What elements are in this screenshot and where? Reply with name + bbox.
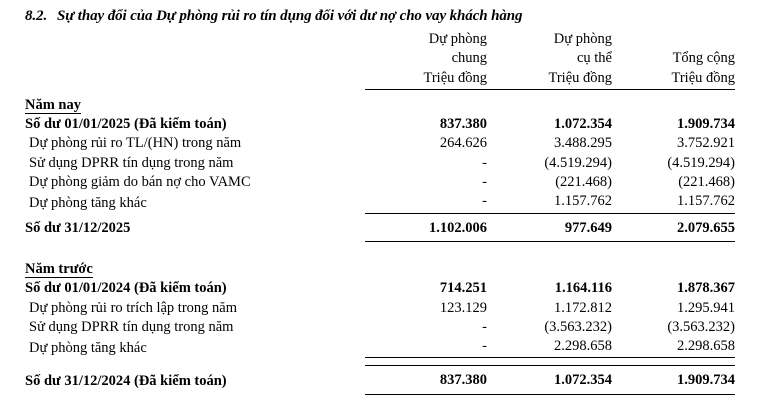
- row-value-total: 1.157.762: [612, 192, 735, 213]
- row-value-specific: (3.563.232): [544, 318, 612, 335]
- table-row: [25, 192, 735, 213]
- row-value-total: (3.563.232): [667, 318, 735, 335]
- table-row: [25, 337, 735, 358]
- group-blank-general: [365, 254, 487, 279]
- group-label-prior-year: Năm trước: [25, 260, 93, 277]
- table-row: [25, 134, 735, 153]
- row-value-general: -: [482, 318, 487, 335]
- table-row: [25, 115, 735, 134]
- row-label: Số dư 01/01/2024 (Đã kiểm toán): [25, 280, 227, 297]
- row-label: Dự phòng rủi ro trích lập trong năm: [29, 299, 237, 316]
- table-row: [25, 318, 735, 337]
- column-header-label: [25, 30, 365, 90]
- row-value-specific: (4.519.294): [544, 154, 612, 171]
- row-value-total: 1.878.367: [677, 280, 735, 297]
- row-value-general: 264.626: [439, 135, 487, 152]
- group-label-cell: [25, 254, 365, 279]
- group-blank-general: [365, 90, 487, 115]
- subtotal-value-total: 2.079.655: [612, 213, 735, 241]
- row-value-total: 1.295.941: [677, 299, 735, 316]
- column-header-general-unit: Triệu đồng: [365, 69, 487, 90]
- row-value-general: -: [365, 192, 487, 213]
- table-body: [25, 90, 735, 394]
- block-spacer: [25, 241, 735, 254]
- row-value-general: 123.129: [439, 299, 487, 316]
- column-header-general-line2: chung: [451, 50, 487, 67]
- column-header-specific-line2: cụ thể: [576, 50, 612, 67]
- group-label-cell: [25, 90, 365, 115]
- row-value-specific: 2.298.658: [487, 337, 612, 358]
- row-value-general: -: [482, 154, 487, 171]
- column-header-specific-line1: Dự phòng: [553, 31, 612, 47]
- row-label: Dự phòng tăng khác: [29, 339, 147, 356]
- spacer-cell: [487, 241, 612, 254]
- row-value-specific: 1.172.812: [554, 299, 612, 316]
- row-label: Dự phòng rủi ro TL/(HN) trong năm: [29, 135, 242, 152]
- row-label: Sử dụng DPRR tín dụng trong năm: [29, 154, 234, 171]
- row-label: Dự phòng giảm do bán nợ cho VAMC: [29, 174, 251, 191]
- row-value-total: 3.752.921: [677, 135, 735, 152]
- section-heading: [25, 8, 745, 25]
- row-label: Số dư 01/01/2025 (Đã kiểm toán): [25, 116, 227, 133]
- spacer-cell: [612, 241, 735, 254]
- spacer-cell: [25, 241, 365, 254]
- column-header-total: [612, 30, 735, 90]
- table-row: [25, 154, 735, 173]
- row-value-general: -: [482, 174, 487, 191]
- subtotal-row-prior-year: [25, 366, 735, 394]
- row-value-specific: 1.164.116: [554, 280, 612, 297]
- spacer-cell: [365, 358, 487, 366]
- table-row: [25, 299, 735, 318]
- spacer-cell: [612, 358, 735, 366]
- row-value-total: (221.468): [678, 174, 735, 191]
- subtotal-row-current-year: [25, 213, 735, 241]
- subtotal-value-general: 837.380: [365, 366, 487, 394]
- spacer-cell: [25, 358, 365, 366]
- provision-movement-table: [25, 30, 735, 395]
- column-header-total-unit: Triệu đồng: [612, 69, 735, 90]
- row-value-specific: 1.072.354: [554, 116, 612, 133]
- subtotal-value-specific: 977.649: [487, 213, 612, 241]
- row-value-general: -: [365, 337, 487, 358]
- pre-total-spacer: [25, 358, 735, 366]
- subtotal-label: Số dư 31/12/2025: [25, 220, 131, 237]
- column-header-specific-provision: [487, 30, 612, 90]
- spacer-cell: [365, 241, 487, 254]
- column-header-general-line1: Dự phòng: [428, 31, 487, 47]
- subtotal-label: Số dư 31/12/2024 (Đã kiểm toán): [25, 372, 227, 389]
- table-row: [25, 173, 735, 192]
- group-blank-total: [612, 254, 735, 279]
- group-blank-specific: [487, 90, 612, 115]
- column-header-specific-unit: Triệu đồng: [487, 69, 612, 90]
- row-value-specific: 1.157.762: [487, 192, 612, 213]
- group-header-row-prior-year: [25, 254, 735, 279]
- column-header-total-line2: Tổng cộng: [672, 50, 735, 67]
- spacer-cell: [487, 358, 612, 366]
- table-header-row: [25, 30, 735, 90]
- section-title: Sự thay đổi của Dự phòng rủi ro tín dụng đối với dư nợ cho vay khách hàng: [57, 8, 523, 24]
- row-value-total: 2.298.658: [612, 337, 735, 358]
- row-label: Sử dụng DPRR tín dụng trong năm: [29, 318, 234, 335]
- row-value-general: 714.251: [439, 280, 487, 297]
- subtotal-value-total: 1.909.734: [612, 366, 735, 394]
- subtotal-value-specific: 1.072.354: [487, 366, 612, 394]
- section-number: 8.2.: [25, 8, 48, 24]
- group-blank-specific: [487, 254, 612, 279]
- row-value-total: (4.519.294): [667, 154, 735, 171]
- table-row: [25, 279, 735, 298]
- row-value-specific: (221.468): [555, 174, 612, 191]
- group-label-current-year: Năm nay: [25, 96, 81, 113]
- row-value-total: 1.909.734: [677, 116, 735, 133]
- group-blank-total: [612, 90, 735, 115]
- column-header-general-provision: [365, 30, 487, 90]
- group-header-row-current-year: [25, 90, 735, 115]
- row-label: Dự phòng tăng khác: [29, 194, 147, 211]
- subtotal-value-general: 1.102.006: [365, 213, 487, 241]
- row-value-specific: 3.488.295: [554, 135, 612, 152]
- table-header: [25, 30, 735, 90]
- row-value-general: 837.380: [439, 116, 487, 133]
